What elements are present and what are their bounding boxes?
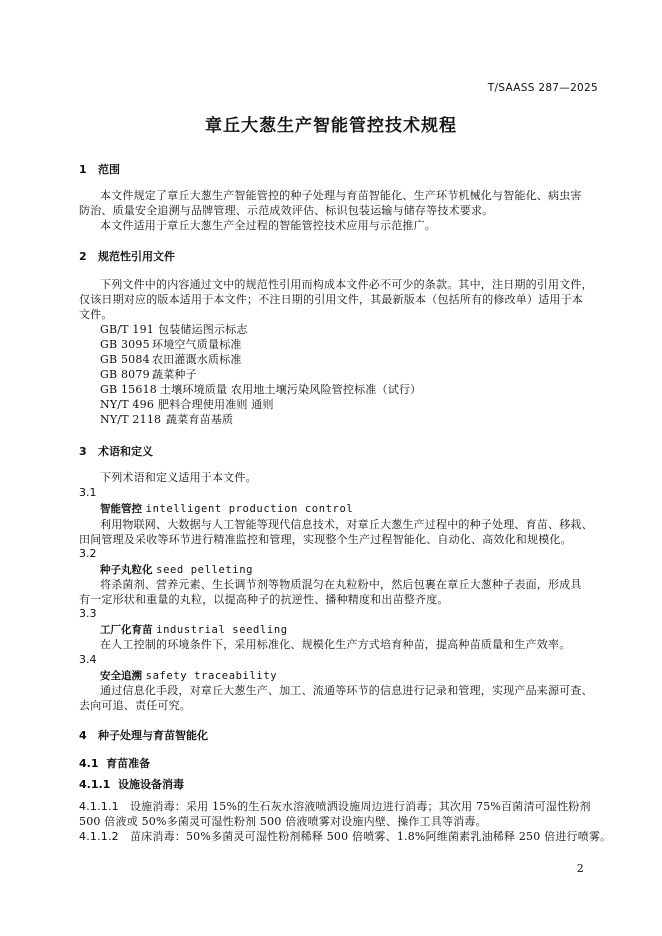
reference-item (100, 382, 421, 397)
term-number: 3.1 (79, 486, 97, 499)
subsection-number: 4.1 (79, 757, 99, 770)
term-name-en: intelligent production control (145, 503, 354, 515)
paragraph-line: 本文件规定了章丘大葱生产智能管控的种子处理与育苗智能化、生产环节机械化与智能化、病虫害 (100, 189, 582, 202)
reference-code: GB 3095 (100, 338, 150, 351)
paragraph-line: 500 倍液或 50%多菌灵可湿性粉剂 500 倍液喷雾对设施内壁、操作工具等消毒。 (79, 815, 487, 828)
term-number: 3.4 (79, 653, 97, 666)
clause-line (79, 829, 611, 844)
term-name (100, 668, 277, 683)
section-title: 规范性引用文件 (98, 250, 175, 263)
reference-code: GB 8079 (100, 368, 150, 381)
term-name (100, 562, 253, 577)
paragraph-line: 仅该日期对应的版本适用于本文件；不注日期的引用文件，其最新版本（包括所有的修改单）适用于本 (79, 293, 583, 306)
reference-title: 农田灌溉水质标准 (152, 353, 242, 366)
term-name-zh: 工厂化育苗 (100, 624, 153, 636)
clause-number: 4.1.1.2 (79, 830, 119, 843)
subsection-heading (79, 776, 184, 792)
reference-title: 土壤环境质量 农用地土壤污染风险管控标准（试行） (160, 383, 422, 396)
term-name-zh: 智能管控 (100, 503, 142, 515)
reference-code: NY/T 496 (100, 398, 155, 411)
section-heading-normative (79, 248, 175, 264)
reference-title: 蔬菜种子 (152, 368, 197, 381)
section-number: 3 (79, 445, 87, 458)
page-number: 2 (576, 862, 584, 875)
subsection-title: 育苗准备 (106, 757, 151, 770)
reference-item (100, 337, 242, 352)
term-name-zh: 安全追溯 (100, 670, 142, 682)
term-number: 3.2 (79, 547, 97, 560)
subsection-heading (79, 755, 150, 771)
paragraph-line: 本文件适用于章丘大葱生产全过程的智能管控技术应用与示范推广。 (100, 219, 436, 232)
reference-item (100, 352, 242, 367)
paragraph-line: 防治、质量安全追溯与品牌管理、示范成效评估、标识包装运输与储存等技术要求。 (79, 204, 494, 217)
paragraph-line: 利用物联网、大数据与人工智能等现代信息技术，对章丘大葱生产过程中的种子处理、育苗、移栽、 (100, 518, 593, 531)
section-title: 范围 (98, 163, 120, 176)
reference-item (100, 322, 248, 337)
paragraph-line: 下列文件中的内容通过文中的规范性引用而构成本文件必不可少的条款。其中，注日期的引用文件， (100, 278, 593, 291)
reference-title: 环境空气质量标准 (152, 338, 242, 351)
subsection-title: 设施设备消毒 (118, 778, 184, 791)
paragraph-line: 将杀菌剂、营养元素、生长调节剂等物质混匀在丸粒粉中，然后包裹在章丘大葱种子表面，形成具 (100, 578, 582, 591)
section-title: 术语和定义 (98, 445, 153, 458)
reference-item (100, 397, 274, 412)
paragraph-line: 通过信息化手段，对章丘大葱生产、加工、流通等环节的信息进行记录和管理，实现产品来源可查、 (100, 684, 593, 697)
clause-line (79, 799, 591, 814)
clause-text: 苗床消毒：50%多菌灵可湿性粉剂稀释 500 倍喷雾、1.8%阿维菌素乳油稀释 250 倍进行喷雾。 (129, 830, 612, 843)
section-number: 1 (79, 163, 87, 176)
reference-title: 包装储运图示标志 (158, 323, 248, 336)
section-number: 2 (79, 250, 87, 263)
paragraph-line: 下列术语和定义适用于本文件。 (100, 471, 257, 484)
term-name-en: safety traceability (145, 670, 278, 682)
term-name-zh: 种子丸粒化 (100, 564, 153, 576)
paragraph-line: 在人工控制的环境条件下，采用标准化、规模化生产方式培育种苗，提高种苗质量和生产效率。 (100, 638, 571, 651)
section-number: 4 (79, 729, 87, 742)
reference-code: GB/T 191 (100, 323, 155, 336)
reference-item (100, 367, 197, 382)
reference-title: 肥料合理使用准则 通则 (158, 398, 274, 411)
reference-code: NY/T 2118 (100, 413, 162, 426)
section-heading-seed (79, 727, 208, 743)
paragraph-line: 有一定形状和重量的丸粒，以提高种子的抗逆性、播种精度和出苗整齐度。 (79, 593, 449, 606)
clause-number: 4.1.1.1 (79, 800, 119, 813)
document-title: 章丘大葱生产智能管控技术规程 (205, 116, 457, 136)
paragraph-line: 文件。 (79, 308, 113, 321)
reference-code: GB 15618 (100, 383, 157, 396)
term-name (100, 501, 353, 516)
reference-item (100, 412, 233, 427)
term-name-en: industrial seedling (156, 624, 288, 636)
section-title: 种子处理与育苗智能化 (98, 729, 208, 742)
paragraph-line: 去向可追、责任可究。 (79, 699, 191, 712)
reference-code: GB 5084 (100, 353, 150, 366)
clause-text: 设施消毒：采用 15%的生石灰水溶液喷洒设施周边进行消毒；其次用 75%百菌清可湿性粉剂 (129, 800, 591, 813)
term-name (100, 622, 288, 637)
subsection-number: 4.1.1 (79, 778, 111, 791)
section-heading-terms (79, 443, 153, 459)
section-heading-scope (79, 161, 120, 177)
term-name-en: seed pelleting (156, 564, 254, 576)
document-number: T/SAASS 287—2025 (487, 82, 598, 94)
reference-title: 蔬菜育苗基质 (166, 413, 234, 426)
paragraph-line: 田间管理及采收等环节进行精准监控和管理，实现整个生产过程智能化、自动化、高效化和规模化。 (79, 533, 572, 546)
term-number: 3.3 (79, 607, 97, 620)
